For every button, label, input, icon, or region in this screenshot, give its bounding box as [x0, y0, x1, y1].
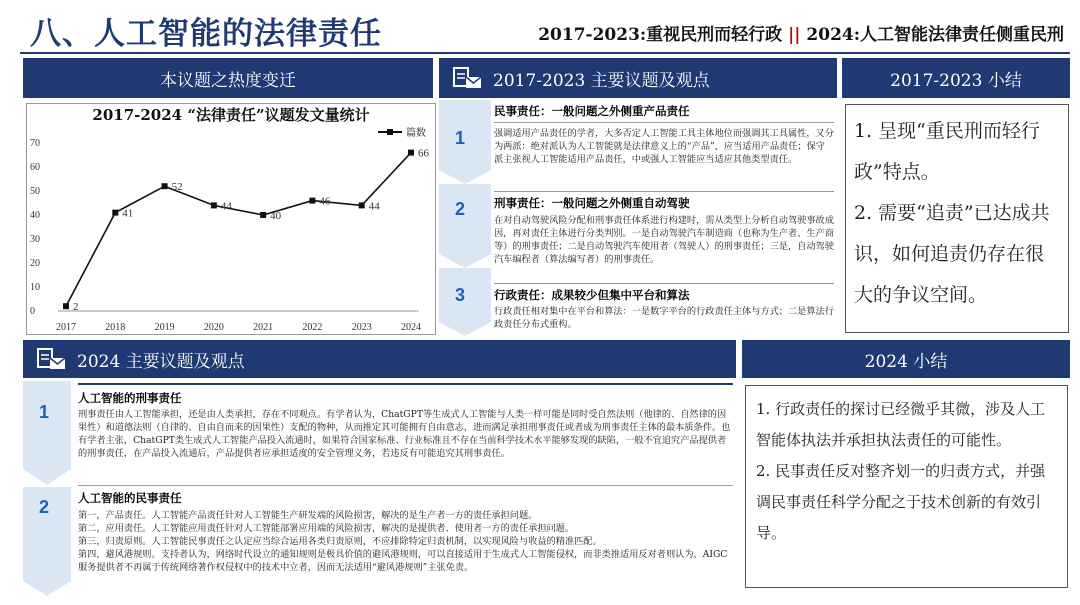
- document-mail-icon: [37, 347, 67, 371]
- chart-title: 2017-2024 “法律责任”议题发文量统计: [92, 106, 370, 124]
- data-point: [211, 202, 217, 208]
- topic-2024-item-2: [78, 485, 733, 574]
- data-label: 2: [73, 301, 79, 314]
- topic-2017-number-2: 2: [455, 199, 466, 219]
- summary-2024-point-1: 1. 行政责任的探讨已经微乎其微，涉及人工智能体执法并承担执法责任的可能性。: [756, 400, 1046, 449]
- topic-2024-title-1: 人工智能的刑事责任: [78, 391, 182, 405]
- topic-2017-number-3: 3: [455, 285, 466, 305]
- divider: [494, 191, 834, 192]
- topic-2017-title-2: 刑事责任：一般问题之外侧重自动驾驶: [494, 196, 690, 210]
- topic-2017-item-2: [494, 191, 834, 266]
- x-tick-label: 2023: [351, 322, 372, 333]
- data-label: 40: [270, 210, 282, 222]
- data-label: 44: [220, 200, 232, 213]
- y-tick-label: 10: [30, 282, 40, 293]
- data-label: 46: [319, 195, 331, 208]
- summary-2024-header: [742, 340, 1070, 378]
- y-tick-label: 20: [30, 258, 40, 269]
- y-tick-label: 70: [30, 138, 40, 149]
- summary-2017-header: [842, 58, 1070, 98]
- topic-2017-item-3: [494, 283, 834, 331]
- summary-2017-box: [845, 104, 1069, 333]
- subtitle-part-b: 2024:人工智能法律责任侧重民刑: [806, 25, 1064, 45]
- topic-2017-number-1: 1: [455, 128, 466, 148]
- topic-2024-number-2: 2: [39, 497, 50, 517]
- topic-2024-line-2: 第二，应用责任。人工智能应用责任针对人工智能部署应用端的风险损害，解决的是提供者、使用者一方的责任承担问题。: [78, 523, 575, 534]
- x-tick-label: 2022: [302, 322, 323, 333]
- summary-2017-point-1: 1. 呈现“重民刑而轻行政”特点。: [854, 120, 1040, 183]
- topic-2024-text-1: 刑事责任由人工智能承担，还是由人类承担，存在不同观点。有学者认为，ChatGPT等生成式人工智能与人类一样可能是同时受自然法则（他律的、自然律的因果性）和道德法则（自律的、自由自而来的因果性）支配的物种，从而推定其可能拥有自由意志，进而满足承担刑事责任或者成为刑事责任主体的最本质条件。也有学者主张，ChatGPT类生成式人工智能产品投入流通时，如果符合国家标准、行业标准且不存在当前科学技术水平能够发现的缺陷，一般不宜追究产品提供者的刑事责任，在产品投入流通后，产品提供者应承担适度的安全管理义务，若违反有可能追究其刑事责任。: [78, 409, 731, 459]
- data-point: [162, 183, 168, 189]
- data-point: [112, 210, 118, 216]
- heat-panel-title: 本议题之热度变迁: [160, 70, 296, 91]
- topics-2024-header: [23, 340, 736, 378]
- series-line: [66, 153, 411, 307]
- y-tick-label: 30: [30, 234, 40, 245]
- summary-2017-title: 2017-2023 小结: [890, 70, 1022, 91]
- data-point: [408, 150, 414, 156]
- page-title: 八、人工智能的法律责任: [30, 16, 382, 52]
- topic-2017-title-1: 民事责任：一般问题之外侧重产品责任: [494, 104, 690, 118]
- divider: [78, 485, 733, 486]
- line-chart: [26, 103, 436, 335]
- topic-2024-line-4: 第四，避风港规则。支持者认为，网络时代设立的通知规则是极具价值的避风港规则，可以直接适用于生成式人工智能侵权，而非类推适用反对者则认为，AIGC服务提供者不再属于传统网络著作权侵权中的技术中立者，因而无法适用“避风港规则”主张免责。: [78, 549, 728, 573]
- summary-2024-box: [745, 385, 1068, 588]
- topics-2017-title: 2017-2023 主要议题及观点: [493, 70, 710, 91]
- page-subtitle: [538, 20, 1064, 45]
- summary-2024-title: 2024 小结: [864, 351, 948, 372]
- data-point: [63, 303, 69, 309]
- x-tick-label: 2018: [105, 322, 126, 333]
- data-point: [359, 202, 365, 208]
- topics-2017-header: [439, 58, 837, 98]
- document-mail-icon: [453, 66, 483, 90]
- topic-2024-line-3: 第三，归责原则。人工智能民事责任之认定应当综合运用各类归责原则，不应排除特定归责机制，以实现风险与收益的精准匹配。: [78, 536, 602, 547]
- data-point: [309, 198, 315, 204]
- topic-2017-text-2: 在对自动驾驶风险分配和刑事责任体系进行构建时，需从类型上分析自动驾驶事故成因，再对责任主体进行分类判别。一是自动驾驶汽车制造商（也称为生产者、生产商等）的刑事责任；二是自动驾驶汽车使用者（驾驶人）的刑事责任；三是，自动驾驶汽车编程者（算法编写者）的刑事责任。: [494, 215, 834, 265]
- topic-2017-title-3: 行政责任：成果较少但集中平台和算法: [494, 288, 690, 302]
- data-label: 66: [418, 147, 429, 160]
- topic-2024-title-2: 人工智能的民事责任: [78, 491, 182, 505]
- topic-2024-number-1: 1: [39, 402, 50, 422]
- x-tick-label: 2017: [56, 322, 76, 333]
- x-tick-label: 2019: [154, 322, 175, 333]
- x-tick-label: 2024: [401, 322, 421, 333]
- divider: [494, 283, 834, 284]
- data-label: 41: [122, 207, 134, 220]
- heat-panel-header: [23, 58, 433, 98]
- data-label: 44: [368, 200, 380, 213]
- topic-2017-text-1: 强调适用产品责任的学者，大多否定人工智能工具主体地位而强调其工具属性，又分为两派：绝对派认为人工智能就是法律意义上的“产品”，应当适用产品责任；保守派主张视人工智能适用产品责任，中或强人工智能应当适应其他类型责任。: [494, 128, 834, 165]
- x-tick-label: 2020: [203, 322, 224, 333]
- topic-2024-line-1: 第一，产品责任。人工智能产品责任针对人工智能生产研发端的风险损害，解决的是生产者一方的责任承担问题。: [78, 510, 538, 521]
- data-point: [260, 212, 266, 218]
- topic-2024-item-1: [78, 383, 733, 460]
- divider: [494, 122, 834, 123]
- subtitle-part-a: 2017-2023:重视民刑而轻行政: [538, 25, 783, 45]
- y-tick-label: 50: [30, 186, 40, 197]
- topic-2017-item-1: [494, 103, 834, 166]
- y-tick-label: 60: [30, 162, 40, 173]
- y-tick-label: 40: [30, 210, 40, 221]
- y-tick-label: 0: [30, 306, 35, 317]
- subtitle-separator: ||: [788, 25, 801, 45]
- data-label: 52: [171, 181, 183, 194]
- summary-2024-point-2: 2. 民事责任反对整齐划一的归责方式，并强调民事责任科学分配之于技术创新的有效引导。: [756, 462, 1046, 542]
- legend-label: 篇数: [406, 128, 426, 139]
- topics-2024-title: 2024 主要议题及观点: [77, 351, 245, 372]
- divider: [78, 383, 733, 385]
- summary-2017-point-2: 2. 需要“追责”已达成共识，如何追责仍存在很大的争议空间。: [854, 202, 1050, 306]
- header-divider: [20, 52, 1070, 54]
- x-tick-label: 2021: [253, 322, 274, 333]
- topic-2017-text-3: 行政责任相对集中在平台和算法：一是数字平台的行政责任主体与方式；二是算法行政责任分布式重构。: [494, 306, 834, 330]
